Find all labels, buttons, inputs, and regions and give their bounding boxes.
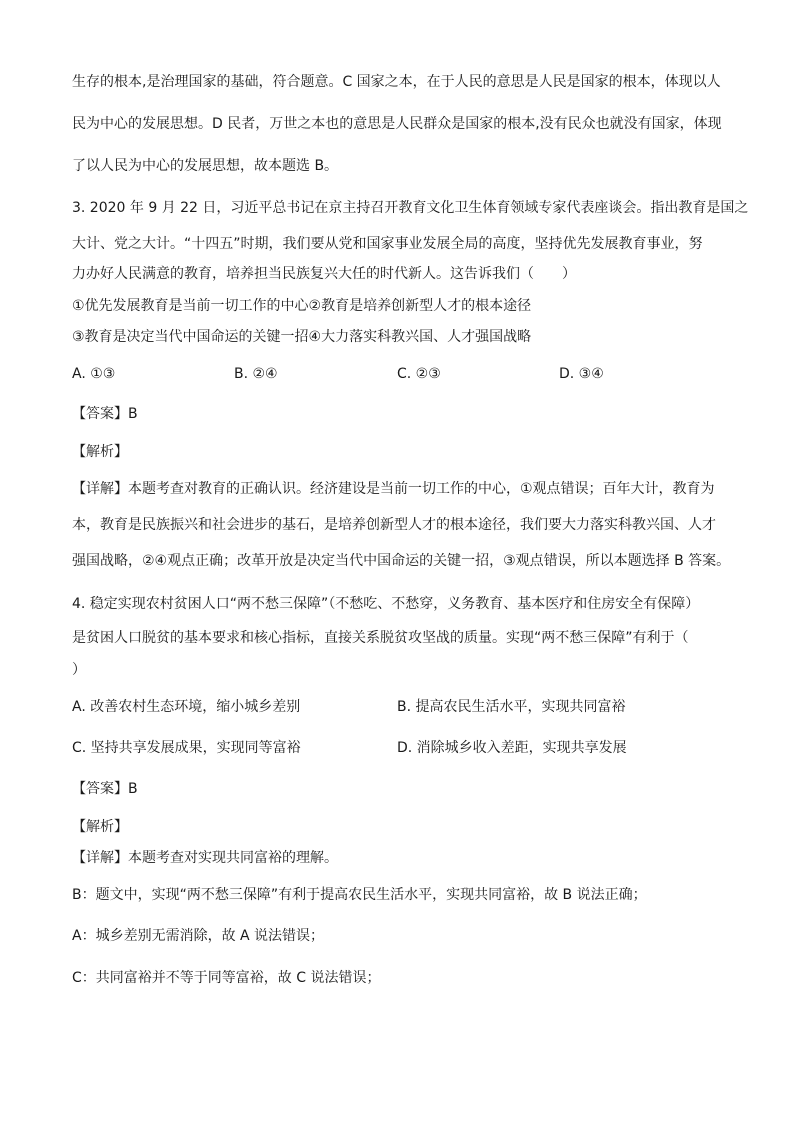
question-3-detail: 强国战略，②④观点正确；改革开放是决定当代中国命运的关键一招，③观点错误，所以本题选择 B 答案。	[72, 553, 731, 569]
question-3-statement: ①优先发展教育是当前一切工作的中心②教育是培养创新型人才的根本途径	[72, 298, 532, 314]
question-3-analysis-tag: 【解析】	[72, 444, 128, 460]
question-4-explanation: C：共同富裕并不等于同等富裕，故 C 说法错误；	[72, 970, 381, 986]
question-4-detail	[72, 848, 338, 868]
question-4-option-b: B. 提高农民生活水平，实现共同富裕	[397, 699, 626, 715]
answer-tag: 【答案】	[72, 781, 128, 797]
detail-tag: 【详解】	[72, 481, 128, 497]
question-3-stem: 力办好人民满意的教育，培养担当民族复兴大任的时代新人。这告诉我们（ ）	[72, 266, 576, 282]
detail-text: 本题考查对教育的正确认识。经济建设是当前一切工作的中心，①观点错误；百年大计，教育为	[128, 481, 715, 497]
paragraph-line: 了以人民为中心的发展思想，故本题选 B。	[72, 158, 339, 174]
question-4-option-a: A. 改善农村生态环境，缩小城乡差别	[72, 699, 301, 715]
answer-value: B	[128, 406, 138, 422]
question-4-stem: 4. 稳定实现农村贫困人口“两不愁三保障”（不愁吃、不愁穿，义务教育、基本医疗和住房安全有保障）	[72, 596, 700, 612]
paragraph-line: 民为中心的发展思想。D 民者，万世之本也的意思是人民群众是国家的根本,没有民众也就没有国家，体现	[72, 116, 722, 132]
answer-tag: 【答案】	[72, 406, 128, 422]
question-3-stem: 大计、党之大计。“十四五”时期，我们要从党和国家事业发展全局的高度，坚持优先发展教育事业，努	[72, 236, 703, 252]
paragraph-line: 生存的根本,是治理国家的基础，符合题意。C 国家之本，在于人民的意思是人民是国家的根本，体现以人	[72, 74, 721, 90]
question-4-explanation: B：题文中，实现“两不愁三保障”有利于提高农民生活水平，实现共同富裕，故 B 说法正确；	[72, 887, 647, 903]
question-4-explanation: A：城乡差别无需消除，故 A 说法错误；	[72, 928, 325, 944]
question-3-statement: ③教育是决定当代中国命运的关键一招④大力落实科教兴国、人才强国战略	[72, 329, 532, 345]
question-3-detail	[72, 479, 715, 499]
detail-tag: 【详解】	[72, 850, 128, 866]
question-4-stem: ）	[72, 662, 86, 678]
detail-text: 本题考查对实现共同富裕的理解。	[128, 850, 338, 866]
question-4-stem: 是贫困人口脱贫的基本要求和核心指标，直接关系脱贫攻坚战的质量。实现“两不愁三保障”有利于（	[72, 630, 689, 646]
question-4-option-d: D. 消除城乡收入差距，实现共享发展	[397, 740, 627, 756]
question-4-option-c: C. 坚持共享发展成果，实现同等富裕	[72, 740, 301, 756]
answer-value: B	[128, 781, 138, 797]
question-3-option-b: B. ②④	[234, 366, 278, 382]
question-3-option-a: A. ①③	[72, 366, 116, 382]
question-3-detail: 本，教育是民族振兴和社会进步的基石，是培养创新型人才的根本途径，我们要大力落实科教兴国、人才	[72, 517, 716, 533]
question-3-stem: 3. 2020 年 9 月 22 日，习近平总书记在京主持召开教育文化卫生体育领域专家代表座谈会。指出教育是国之	[72, 200, 749, 216]
question-3-option-c: C. ②③	[397, 366, 441, 382]
question-4-analysis-tag: 【解析】	[72, 819, 128, 835]
question-3-option-d: D. ③④	[559, 366, 604, 382]
question-3-answer	[72, 404, 138, 424]
question-4-answer	[72, 779, 138, 799]
